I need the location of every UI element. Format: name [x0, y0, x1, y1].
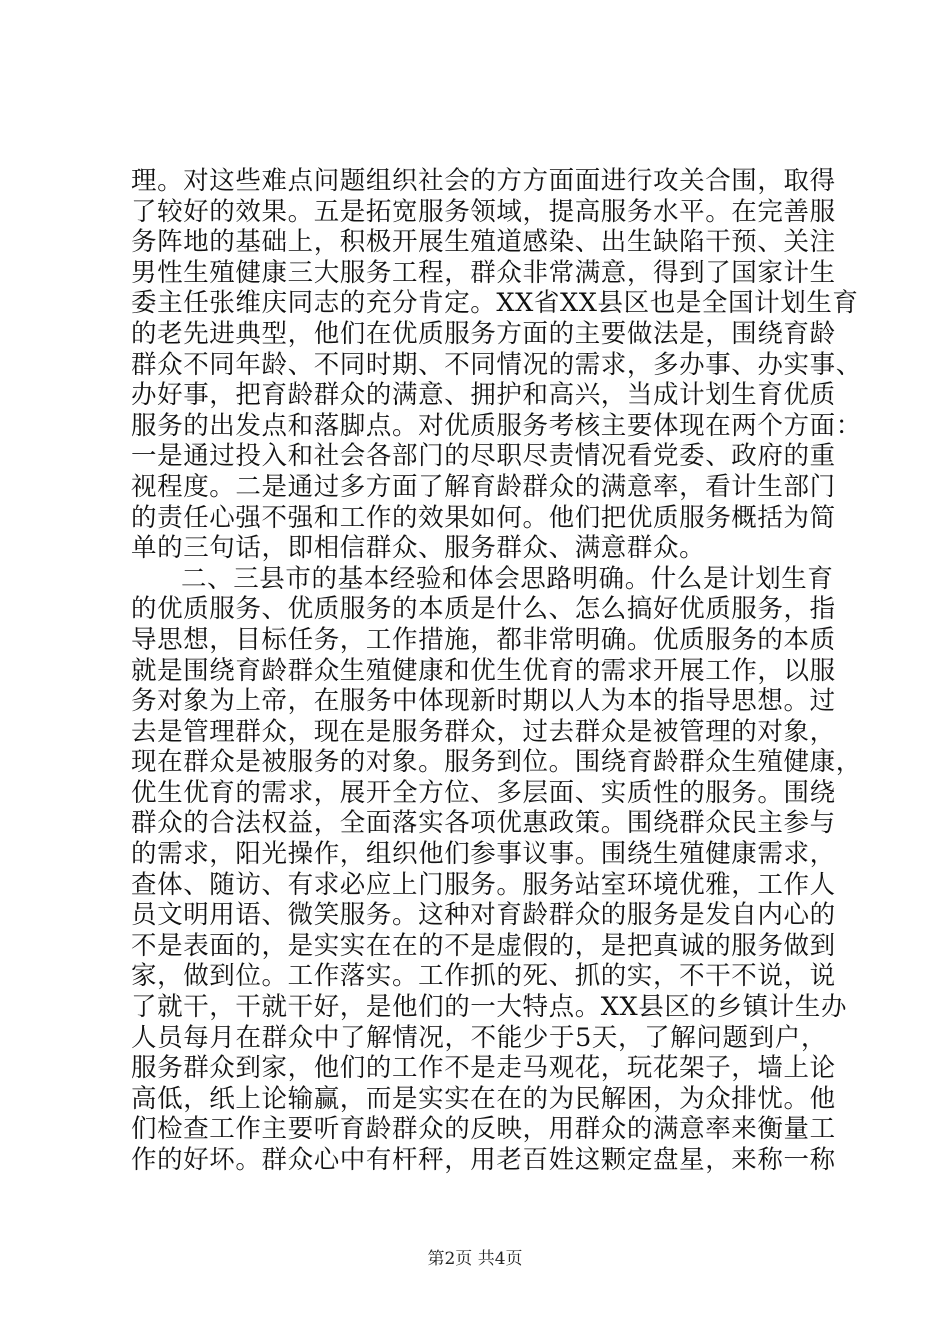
text-line: 服务群众到家，他们的工作不是走马观花，玩花架子，墙上论	[131, 1053, 836, 1084]
text-line: 男性生殖健康三大服务工程，群众非常满意，得到了国家计生	[131, 257, 836, 288]
text-line: 人员每月在群众中了解情况，不能少于5天，了解问题到户，	[131, 1022, 827, 1053]
page-footer: 第2页 共4页	[427, 1249, 523, 1269]
text-line: 务对象为上帝，在服务中体现新时期以人为本的指导思想。过	[131, 686, 836, 717]
text-line: 们检查工作主要听育龄群众的反映，用群众的满意率来衡量工	[131, 1114, 836, 1145]
text-line: 服务的出发点和落脚点。对优质服务考核主要体现在两个方面：	[131, 410, 862, 441]
text-line: 一是通过投入和社会各部门的尽职尽责情况看党委、政府的重	[131, 441, 836, 472]
text-line: 作的好坏。群众心中有杆秤，用老百姓这颗定盘星，来称一称	[131, 1145, 836, 1175]
text-line: 的责任心强不强和工作的效果如何。他们把优质服务概括为简	[131, 502, 836, 533]
paragraph	[131, 166, 862, 564]
text-line: 理。对这些难点问题组织社会的方方面面进行攻关合围，取得	[131, 166, 836, 196]
text-line: 群众的合法权益，全面落实各项优惠政策。围绕群众民主参与	[131, 808, 836, 839]
text-line: 视程度。二是通过多方面了解育龄群众的满意率，看计生部门	[131, 471, 836, 502]
text-line: 二、三县市的基本经验和体会思路明确。什么是计划生育	[181, 563, 834, 594]
text-line: 优生优育的需求，展开全方位、多层面、实质性的服务。围绕	[131, 777, 836, 808]
text-line: 办好事，把育龄群众的满意、拥护和高兴，当成计划生育优质	[131, 380, 836, 411]
text-line: 的优质服务、优质服务的本质是什么、怎么搞好优质服务，指	[131, 594, 836, 625]
text-line: 不是表面的，是实实在在的不是虚假的，是把真诚的服务做到	[131, 930, 836, 961]
text-line: 查体、随访、有求必应上门服务。服务站室环境优雅，工作人	[131, 869, 836, 900]
text-line: 委主任张维庆同志的充分肯定。XX省XX县区也是全国计划生育	[131, 288, 859, 319]
text-line: 现在群众是被服务的对象。服务到位。围绕育龄群众生殖健康，	[131, 747, 862, 778]
text-line: 了就干，干就干好，是他们的一大特点。XX县区的乡镇计生办	[131, 992, 848, 1023]
text-line: 家，做到位。工作落实。工作抓的死、抓的实，不干不说，说	[131, 961, 836, 992]
text-line: 员文明用语、微笑服务。这种对育龄群众的服务是发自内心的	[131, 900, 836, 931]
document-body	[131, 166, 862, 1176]
text-line: 了较好的效果。五是拓宽服务领域，提高服务水平。在完善服	[131, 196, 836, 227]
text-line: 的老先进典型，他们在优质服务方面的主要做法是，围绕育龄	[131, 318, 836, 349]
paragraph	[131, 563, 862, 1176]
text-line: 就是围绕育龄群众生殖健康和优生优育的需求开展工作，以服	[131, 655, 836, 686]
text-line: 去是管理群众，现在是服务群众，过去群众是被管理的对象，	[131, 716, 836, 747]
text-line: 导思想，目标任务，工作措施，都非常明确。优质服务的本质	[131, 624, 836, 655]
text-line: 群众不同年龄、不同时期、不同情况的需求，多办事、办实事、	[131, 349, 862, 380]
text-line: 务阵地的基础上，积极开展生殖道感染、出生缺陷干预、关注	[131, 227, 836, 258]
text-line: 单的三句话，即相信群众、服务群众、满意群众。	[131, 533, 706, 564]
text-line: 高低，纸上论输赢，而是实实在在的为民解困，为众排忧。他	[131, 1083, 836, 1114]
text-line: 的需求，阳光操作，组织他们参事议事。围绕生殖健康需求，	[131, 839, 836, 870]
